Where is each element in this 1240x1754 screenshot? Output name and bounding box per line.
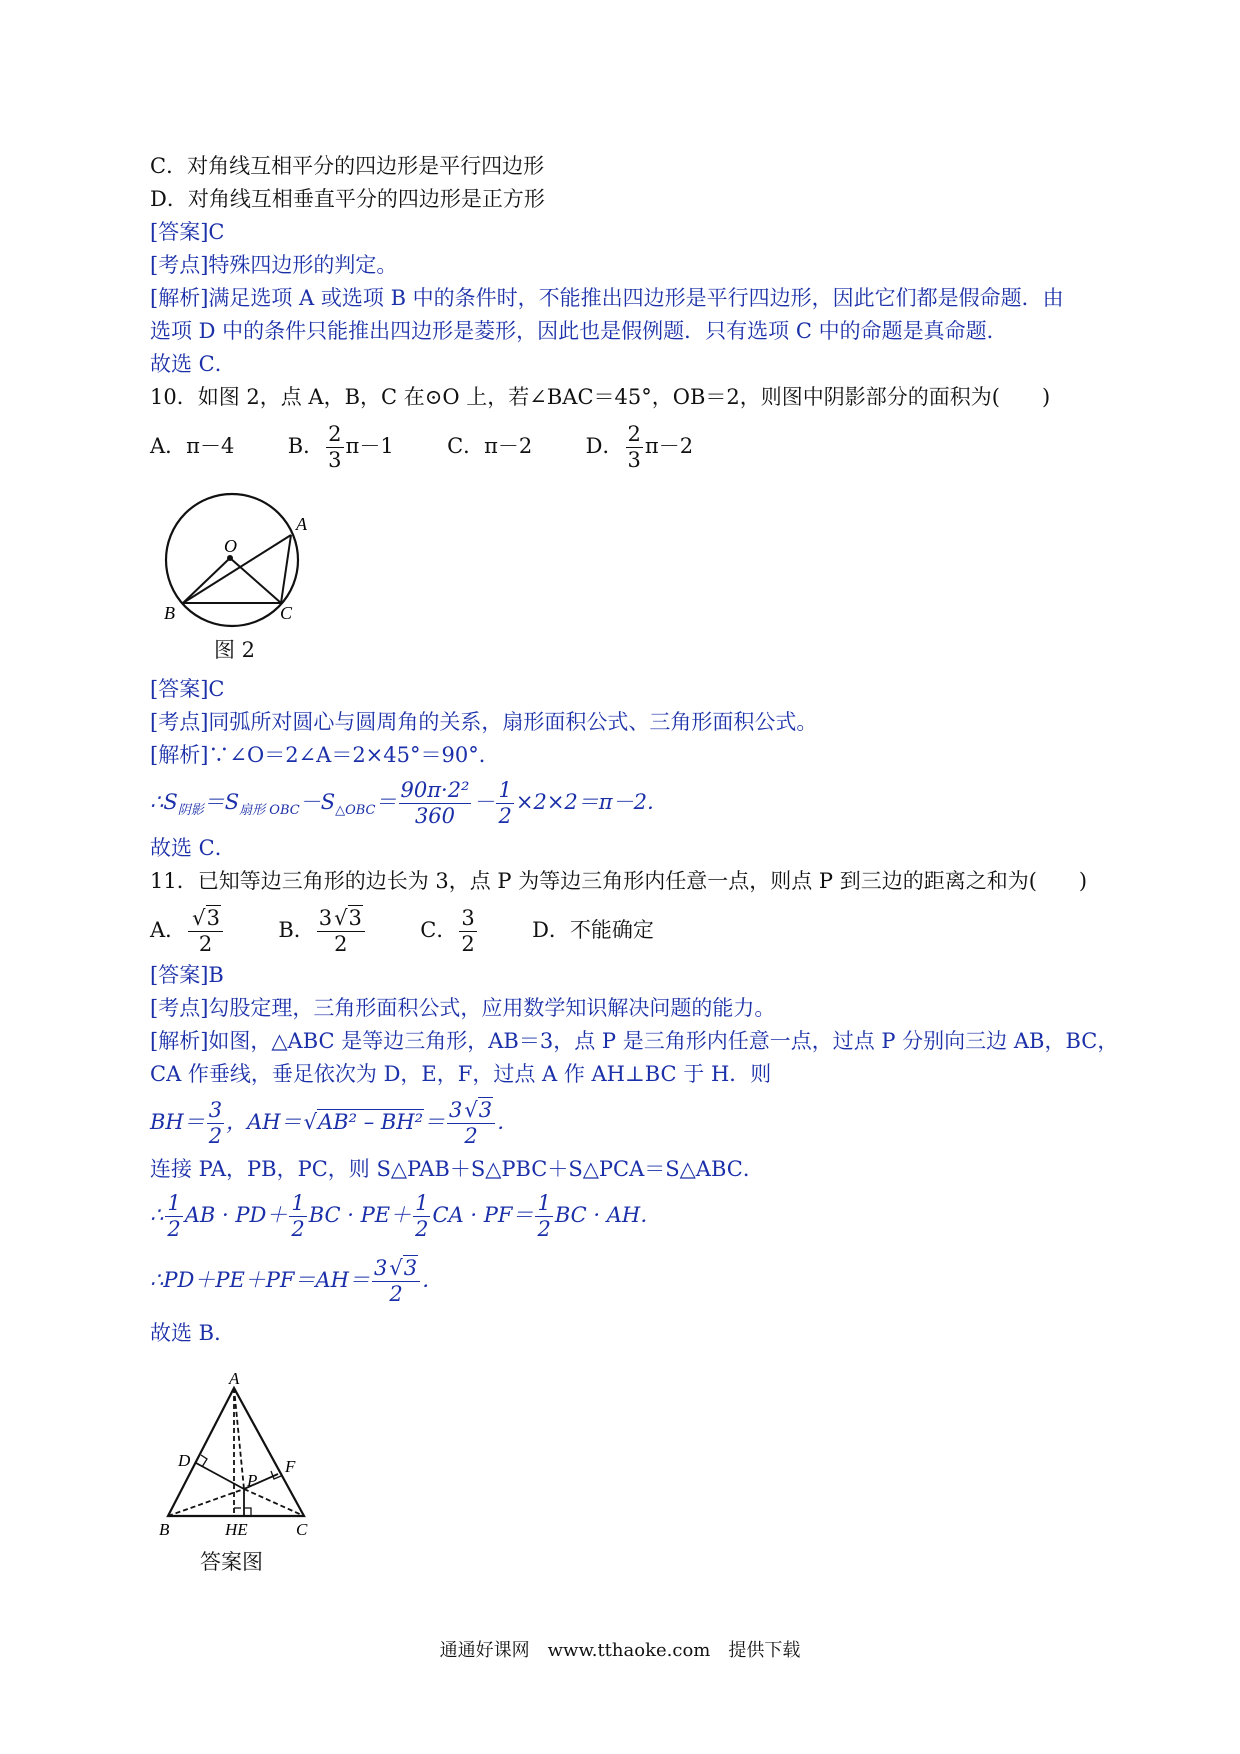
q11-choose: 故选 B． bbox=[150, 1321, 236, 1345]
q10-options bbox=[150, 424, 693, 471]
q10-label-c: C bbox=[280, 603, 293, 623]
q11-label-d: D bbox=[178, 1451, 191, 1470]
q10-circle-figure bbox=[150, 480, 320, 650]
q11-label-c: C bbox=[296, 1520, 308, 1539]
q11-area-sum-formula: ∴ $\frac{1}{2}$ AB · PD＋ $\frac{1}{2}$ BC · PE＋ $\frac{1}{2}$ CA · PF＝ $\frac{1}{2}$ BC · AH． bbox=[150, 1191, 662, 1241]
q10-answer: [答案]C bbox=[150, 677, 225, 701]
q11-option-b: B． $\frac{3√3}{2}$ bbox=[278, 918, 373, 942]
q11-analysis-line1: [解析]如图，△ABC 是等边三角形，AB＝3，点 P 是三角形内任意一点，过点 P 分别向三边 AB，BC， bbox=[150, 1029, 1119, 1053]
q10-option-a: A．π－4 bbox=[150, 434, 235, 458]
q10-label-b: B bbox=[164, 603, 175, 623]
q11-option-a: A． $\frac{√3}{2}$ bbox=[150, 918, 232, 942]
page-footer: 通通好课网 www.tthaoke.com 提供下载 bbox=[439, 1640, 801, 1661]
q9-option-d: D．对角线互相垂直平分的四边形是正方形 bbox=[150, 187, 545, 211]
q11-label-a: A bbox=[229, 1369, 240, 1388]
q11-connect-line: 连接 PA，PB，PC，则 S△PAB＋S△PBC＋S△PCA＝S△ABC． bbox=[150, 1157, 764, 1181]
q11-label-b: B bbox=[159, 1520, 170, 1539]
q9-analysis-line2: 选项 D 中的条件只能推出四边形是菱形，因此也是假例题．只有选项 C 中的命题是真命题． bbox=[150, 319, 1008, 343]
q11-bh-ah-formula: BH＝ $\frac{3}{2}$ ，AH＝√AB² – BH²＝ $\frac{3√3}{2}$ ． bbox=[150, 1098, 519, 1148]
q11-label-he: HE bbox=[225, 1520, 248, 1539]
q11-options bbox=[150, 908, 654, 955]
q10-label-o: O bbox=[224, 536, 237, 556]
q11-option-c: C． $\frac{3}{2}$ bbox=[420, 906, 475, 956]
q9-answer: [答案]C bbox=[150, 220, 225, 244]
q9-analysis-line1: [解析]满足选项 A 或选项 B 中的条件时，不能推出四边形是平行四边形，因此它们都是假命题．由 bbox=[150, 286, 1064, 310]
q11-label-p: P bbox=[247, 1471, 258, 1490]
q10-knowledge-point: [考点]同弧所对圆心与圆周角的关系，扇形面积公式、三角形面积公式。 bbox=[150, 710, 818, 734]
q11-analysis-line2: CA 作垂线，垂足依次为 D，E，F，过点 A 作 AH⊥BC 于 H．则 bbox=[150, 1062, 772, 1086]
q10-label-a: A bbox=[296, 514, 307, 534]
q11-answer: [答案]B bbox=[150, 963, 224, 987]
q9-option-c: C．对角线互相平分的四边形是平行四边形 bbox=[150, 154, 545, 178]
q11-option-d: D．不能确定 bbox=[532, 918, 654, 942]
q10-option-b: B． $\frac{2}{3}$ π－1 bbox=[287, 422, 394, 472]
q10-stem: 10．如图 2，点 A，B，C 在⊙O 上，若∠BAC＝45°，OB＝2，则图中阴影部分的面积为( ) bbox=[150, 385, 1051, 409]
q10-area-formula: $\therefore S_{阴影}=S_{扇形 OBC}-S_{\triangle OBC}=$ $\frac{\text{90π·2²}}{360}$ － $\frac{1}{2}$ ×2×2＝π－2． bbox=[150, 778, 668, 828]
q11-stem: 11．已知等边三角形的边长为 3，点 P 为等边三角形内任意一点，则点 P 到三边的距离之和为( ) bbox=[150, 869, 1088, 893]
q10-figure-caption: 图 2 bbox=[214, 638, 256, 662]
q10-choose: 故选 C． bbox=[150, 836, 236, 860]
q9-choose: 故选 C． bbox=[150, 352, 236, 376]
q11-knowledge-point: [考点]勾股定理，三角形面积公式，应用数学知识解决问题的能力。 bbox=[150, 996, 776, 1020]
q11-label-f: F bbox=[285, 1457, 296, 1476]
q10-analysis-line1: [解析]∵∠O＝2∠A＝2×45°＝90°． bbox=[150, 743, 500, 767]
q10-option-c: C．π－2 bbox=[447, 434, 533, 458]
q11-result-formula: ∴PD＋PE＋PF＝AH＝ $\frac{3√3}{2}$ ． bbox=[150, 1256, 444, 1306]
q11-triangle-figure bbox=[150, 1368, 330, 1548]
q10-option-d: D． $\frac{2}{3}$ π－2 bbox=[585, 422, 694, 472]
q9-knowledge-point: [考点]特殊四边形的判定。 bbox=[150, 253, 398, 277]
q11-figure-caption: 答案图 bbox=[200, 1550, 263, 1574]
